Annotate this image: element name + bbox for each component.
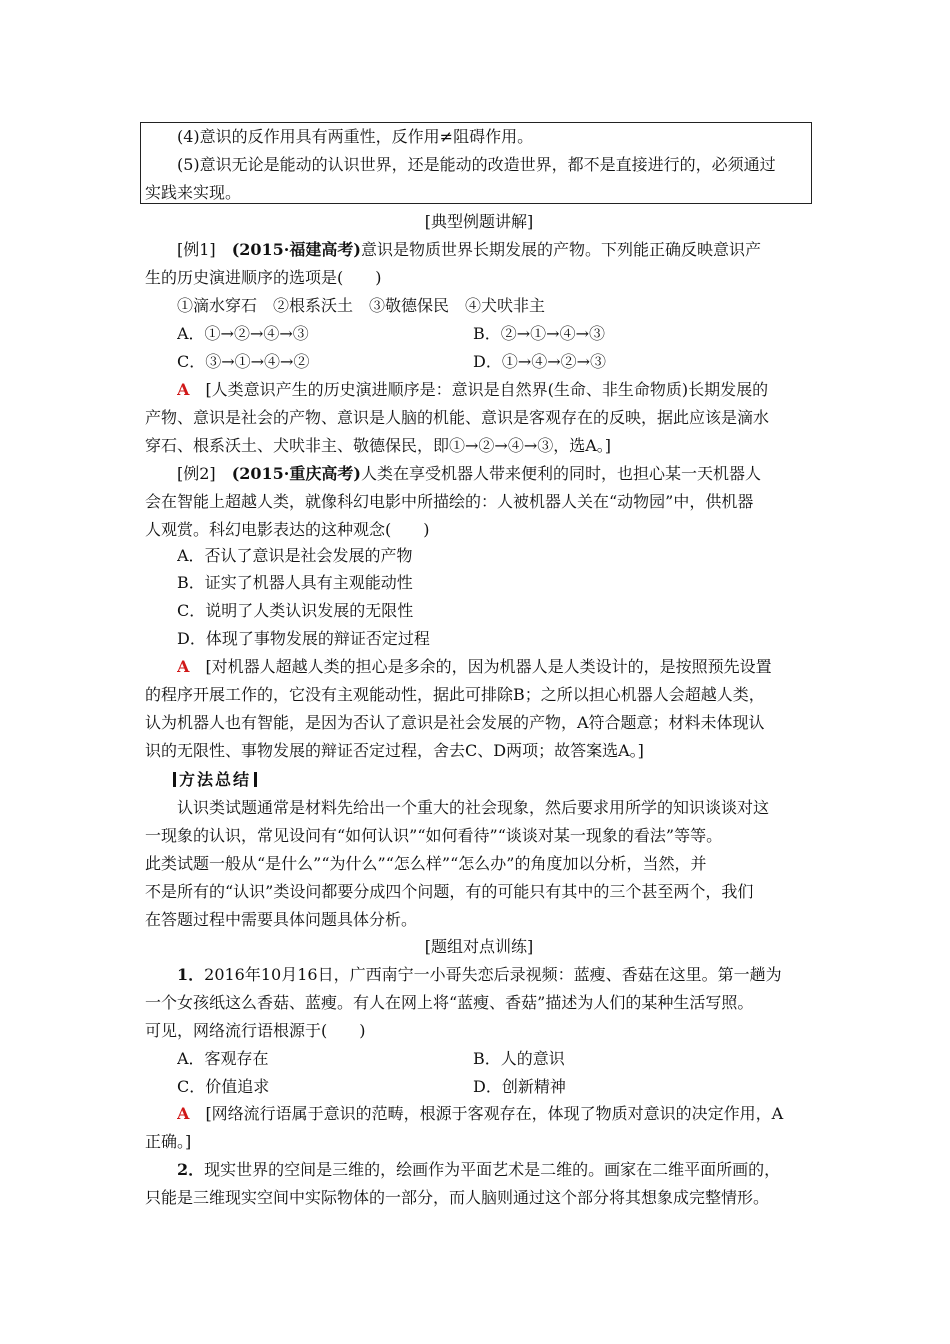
example-2-stem: 人类在享受机器人带来便利的同时，也担心某一天机器人 — [360, 464, 761, 483]
box-line-3: 实践来实现。 — [145, 183, 242, 202]
example-1-stem: 意识是物质世界长期发展的产物。下列能正确反映意识产 — [360, 240, 761, 259]
example-2-explanation-line-2: 的程序开展工作的，它没有主观能动性，据此可排除B；之所以担心机器人会超越人类， — [145, 685, 765, 704]
question-1-explanation-line-2: 正确。] — [145, 1132, 192, 1151]
method-line-4: 不是所有的“认识”类设问都要分成四个问题，有的可能只有其中的三个甚至两个，我们 — [145, 882, 754, 901]
section-title-practice: [题组对点训练] — [424, 937, 534, 956]
question-1-explanation-line-1 — [177, 1104, 813, 1124]
example-2-option-c: C．说明了人类认识发展的无限性 — [177, 601, 414, 620]
section-title-examples: [典型例题讲解] — [424, 212, 534, 231]
question-1-answer: A — [177, 1104, 190, 1123]
question-1-stem-line-1 — [177, 965, 813, 985]
question-2-stem-line-1 — [177, 1160, 813, 1180]
method-summary-title: 方法总结 — [179, 770, 252, 789]
example-1-stem-line-1 — [177, 240, 813, 260]
question-1-option-a: A．客观存在 — [177, 1049, 269, 1068]
box-line-1: (4)意识的反作用具有两重性，反作用≠阻碍作用。 — [177, 127, 534, 146]
question-2-stem: 现实世界的空间是三维的，绘画作为平面艺术是二维的。画家在二维平面所画的， — [204, 1160, 781, 1179]
example-2-stem-line-2: 会在智能上超越人类，就像科幻电影中所描绘的：人被机器人关在“动物园”中，供机器 — [145, 492, 754, 511]
example-2-explanation-line-1 — [177, 657, 813, 677]
question-1-option-c: C．价值追求 — [177, 1077, 270, 1096]
example-2-option-d: D．体现了事物发展的辩证否定过程 — [177, 629, 430, 648]
method-line-2: 一现象的认识，常见设问有“如何认识”“如何看待”“谈谈对某一现象的看法”等等。 — [145, 826, 723, 845]
example-2-stem-line-3: 人观赏。科幻电影表达的这种观念( ) — [145, 520, 430, 539]
example-1-stem-line-2: 生的历史演进顺序的选项是( ) — [145, 268, 382, 287]
method-line-1: 认识类试题通常是材料先给出一个重大的社会现象，然后要求用所学的知识谈谈对这 — [177, 798, 770, 817]
example-1-option-d: D．①→④→②→③ — [473, 352, 607, 371]
question-2-stem-line-2: 只能是三维现实空间中实际物体的一部分，而人脑则通过这个部分将其想象成完整情形。 — [145, 1188, 770, 1207]
example-1-source: (2015·福建高考) — [231, 240, 361, 259]
example-1-explanation-line-3: 穿石、根系沃土、犬吠非主、敬德保民，即①→②→④→③，选A。] — [145, 436, 612, 455]
example-2-option-a: A．否认了意识是社会发展的产物 — [177, 546, 413, 565]
example-2-answer: A — [177, 657, 190, 676]
box-line-2: (5)意识无论是能动的认识世界，还是能动的改造世界，都不是直接进行的，必须通过 — [177, 155, 776, 174]
question-1-stem: 2016年10月16日，广西南宁一小哥失恋后录视频：蓝瘦、香菇在这里。第一趟为 — [204, 965, 782, 984]
example-2-explanation-line-3: 认为机器人也有智能，是因为否认了意识是社会发展的产物，A符合题意；材料未体现认 — [145, 713, 765, 732]
example-2-source: (2015·重庆高考) — [231, 464, 361, 483]
question-1-option-b: B．人的意识 — [473, 1049, 565, 1068]
example-1-option-c: C．③→①→④→② — [177, 352, 310, 371]
method-line-5: 在答题过程中需要具体问题具体分析。 — [145, 910, 418, 929]
example-2-explanation-text: [对机器人超越人类的担心是多余的，因为机器人是人类设计的，是按照预先设置 — [205, 657, 772, 676]
question-1-explanation-text: [网络流行语属于意识的范畴，根源于客观存在，体现了物质对意识的决定作用，A — [205, 1104, 784, 1123]
example-1-label: [例1] — [177, 240, 216, 259]
example-1-explanation-line-2: 产物、意识是社会的产物、意识是人脑的机能、意识是客观存在的反映，据此应该是滴水 — [145, 408, 770, 427]
example-1-explanation-text: [人类意识产生的历史演进顺序是：意识是自然界(生命、非生命物质)长期发展的 — [205, 380, 769, 399]
heading-bar-left — [173, 772, 176, 787]
example-1-option-a: A．①→②→④→③ — [177, 324, 309, 343]
method-summary-heading — [170, 770, 838, 790]
question-1-stem-line-2: 一个女孩纸这么香菇、蓝瘦。有人在网上将“蓝瘦、香菇”描述为人们的某种生活写照。 — [145, 993, 754, 1012]
example-2-stem-line-1 — [177, 464, 813, 484]
question-2-number: 2． — [177, 1160, 205, 1179]
method-line-3: 此类试题一般从“是什么”“为什么”“怎么样”“怎么办”的角度加以分析，当然，并 — [145, 854, 707, 873]
heading-bar-right — [254, 772, 257, 787]
example-1-answer: A — [177, 380, 190, 399]
example-1-option-b: B．②→①→④→③ — [473, 324, 605, 343]
question-1-stem-line-3: 可见，网络流行语根源于( ) — [145, 1021, 366, 1040]
example-2-explanation-line-4: 识的无限性、事物发展的辩证否定过程，舍去C、D两项；故答案选A。] — [145, 741, 644, 760]
example-2-option-b: B．证实了机器人具有主观能动性 — [177, 573, 413, 592]
example-1-items: ①滴水穿石 ②根系沃土 ③敬德保民 ④犬吠非主 — [177, 296, 546, 315]
question-1-number: 1． — [177, 965, 205, 984]
question-1-option-d: D．创新精神 — [473, 1077, 566, 1096]
example-1-explanation-line-1 — [177, 380, 813, 400]
example-2-label: [例2] — [177, 464, 216, 483]
